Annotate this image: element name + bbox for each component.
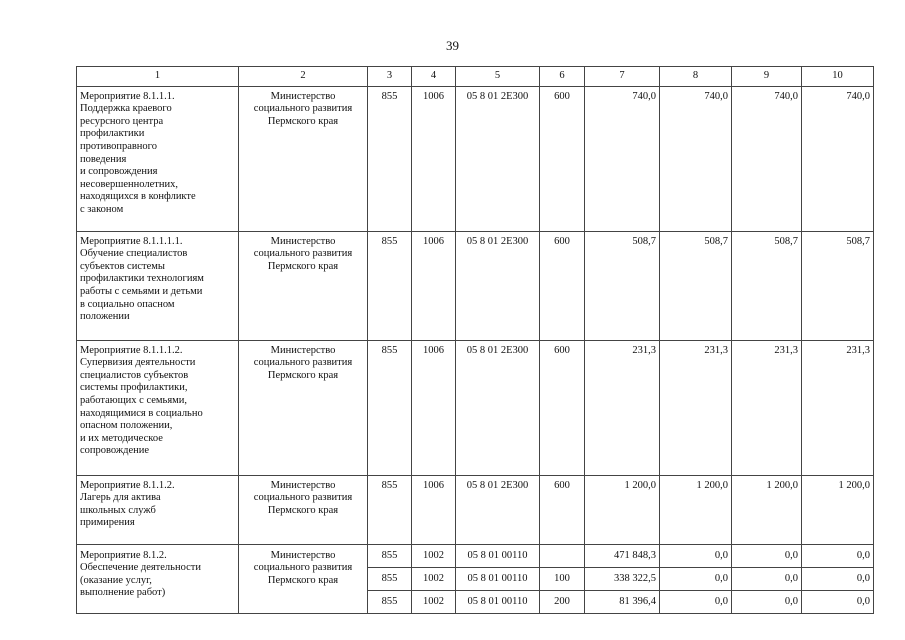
amount-cell: 740,0 (802, 86, 874, 231)
target-article-cell: 05 8 01 2Е300 (456, 475, 540, 544)
measure-name-cell: Мероприятие 8.1.1.1.1. Обучение специалистов субъектов системы профилактики технологиям работы с семьями и детьми в социально опасном положении (77, 231, 239, 340)
expense-type-cell: 600 (540, 86, 585, 231)
column-header: 3 (368, 67, 412, 87)
expense-type-cell: 600 (540, 475, 585, 544)
amount-cell: 231,3 (802, 340, 874, 475)
measure-name-cell: Мероприятие 8.1.1.2. Лагерь для актива школьных служб примирения (77, 475, 239, 544)
amount-cell: 0,0 (802, 567, 874, 590)
section-code-cell: 1002 (412, 544, 456, 567)
section-code-cell: 1006 (412, 340, 456, 475)
amount-cell: 338 322,5 (585, 567, 660, 590)
column-header: 1 (77, 67, 239, 87)
target-article-cell: 05 8 01 00110 (456, 544, 540, 567)
table-row (77, 544, 874, 567)
executor-cell: Министерство социального развития Пермского края (239, 86, 368, 231)
amount-cell: 0,0 (660, 567, 732, 590)
amount-cell: 0,0 (660, 590, 732, 613)
amount-cell: 1 200,0 (802, 475, 874, 544)
measure-name-cell: Мероприятие 8.1.1.1.2. Супервизия деятельности специалистов субъектов системы профилактики, работающих с семьями, находящимися в социально опасном положении, и их методическое сопровождение (77, 340, 239, 475)
executor-cell: Министерство социального развития Пермского края (239, 231, 368, 340)
amount-cell: 0,0 (732, 544, 802, 567)
column-header: 7 (585, 67, 660, 87)
target-article-cell: 05 8 01 00110 (456, 590, 540, 613)
column-header: 4 (412, 67, 456, 87)
target-article-cell: 05 8 01 2Е300 (456, 340, 540, 475)
measure-name-cell: Мероприятие 8.1.2. Обеспечение деятельности (оказание услуг, выполнение работ) (77, 544, 239, 613)
executor-cell: Министерство социального развития Пермского края (239, 340, 368, 475)
gr-code-cell: 855 (368, 86, 412, 231)
amount-cell: 0,0 (802, 544, 874, 567)
amount-cell: 508,7 (585, 231, 660, 340)
column-header: 10 (802, 67, 874, 87)
target-article-cell: 05 8 01 2Е300 (456, 231, 540, 340)
expense-type-cell: 100 (540, 567, 585, 590)
column-header: 2 (239, 67, 368, 87)
page-number: 39 (446, 38, 459, 53)
gr-code-cell: 855 (368, 340, 412, 475)
gr-code-cell: 855 (368, 475, 412, 544)
section-code-cell: 1002 (412, 590, 456, 613)
amount-cell: 740,0 (660, 86, 732, 231)
amount-cell: 1 200,0 (585, 475, 660, 544)
amount-cell: 81 396,4 (585, 590, 660, 613)
amount-cell: 0,0 (732, 567, 802, 590)
column-header: 5 (456, 67, 540, 87)
table-body (77, 67, 874, 614)
amount-cell: 508,7 (802, 231, 874, 340)
table-row (77, 340, 874, 475)
gr-code-cell: 855 (368, 590, 412, 613)
gr-code-cell: 855 (368, 544, 412, 567)
amount-cell: 231,3 (660, 340, 732, 475)
amount-cell: 740,0 (585, 86, 660, 231)
amount-cell: 1 200,0 (660, 475, 732, 544)
table-header-row (77, 67, 874, 87)
amount-cell: 508,7 (660, 231, 732, 340)
budget-table (76, 66, 874, 614)
table-row (77, 475, 874, 544)
executor-cell: Министерство социального развития Пермского края (239, 544, 368, 613)
section-code-cell: 1006 (412, 231, 456, 340)
column-header: 6 (540, 67, 585, 87)
column-header: 9 (732, 67, 802, 87)
amount-cell: 508,7 (732, 231, 802, 340)
measure-name-cell: Мероприятие 8.1.1.1. Поддержка краевого ресурсного центра профилактики противоправного поведения и сопровождения несовершеннолетних, находящихся в конфликте с законом (77, 86, 239, 231)
amount-cell: 471 848,3 (585, 544, 660, 567)
amount-cell: 0,0 (732, 590, 802, 613)
amount-cell: 231,3 (732, 340, 802, 475)
section-code-cell: 1006 (412, 86, 456, 231)
expense-type-cell: 600 (540, 340, 585, 475)
gr-code-cell: 855 (368, 567, 412, 590)
section-code-cell: 1002 (412, 567, 456, 590)
amount-cell: 740,0 (732, 86, 802, 231)
expense-type-cell: 200 (540, 590, 585, 613)
column-header: 8 (660, 67, 732, 87)
amount-cell: 1 200,0 (732, 475, 802, 544)
amount-cell: 231,3 (585, 340, 660, 475)
amount-cell: 0,0 (660, 544, 732, 567)
expense-type-cell: 600 (540, 231, 585, 340)
expense-type-cell (540, 544, 585, 567)
target-article-cell: 05 8 01 00110 (456, 567, 540, 590)
executor-cell: Министерство социального развития Пермского края (239, 475, 368, 544)
table-row (77, 86, 874, 231)
amount-cell: 0,0 (802, 590, 874, 613)
section-code-cell: 1006 (412, 475, 456, 544)
table-row (77, 231, 874, 340)
target-article-cell: 05 8 01 2Е300 (456, 86, 540, 231)
gr-code-cell: 855 (368, 231, 412, 340)
